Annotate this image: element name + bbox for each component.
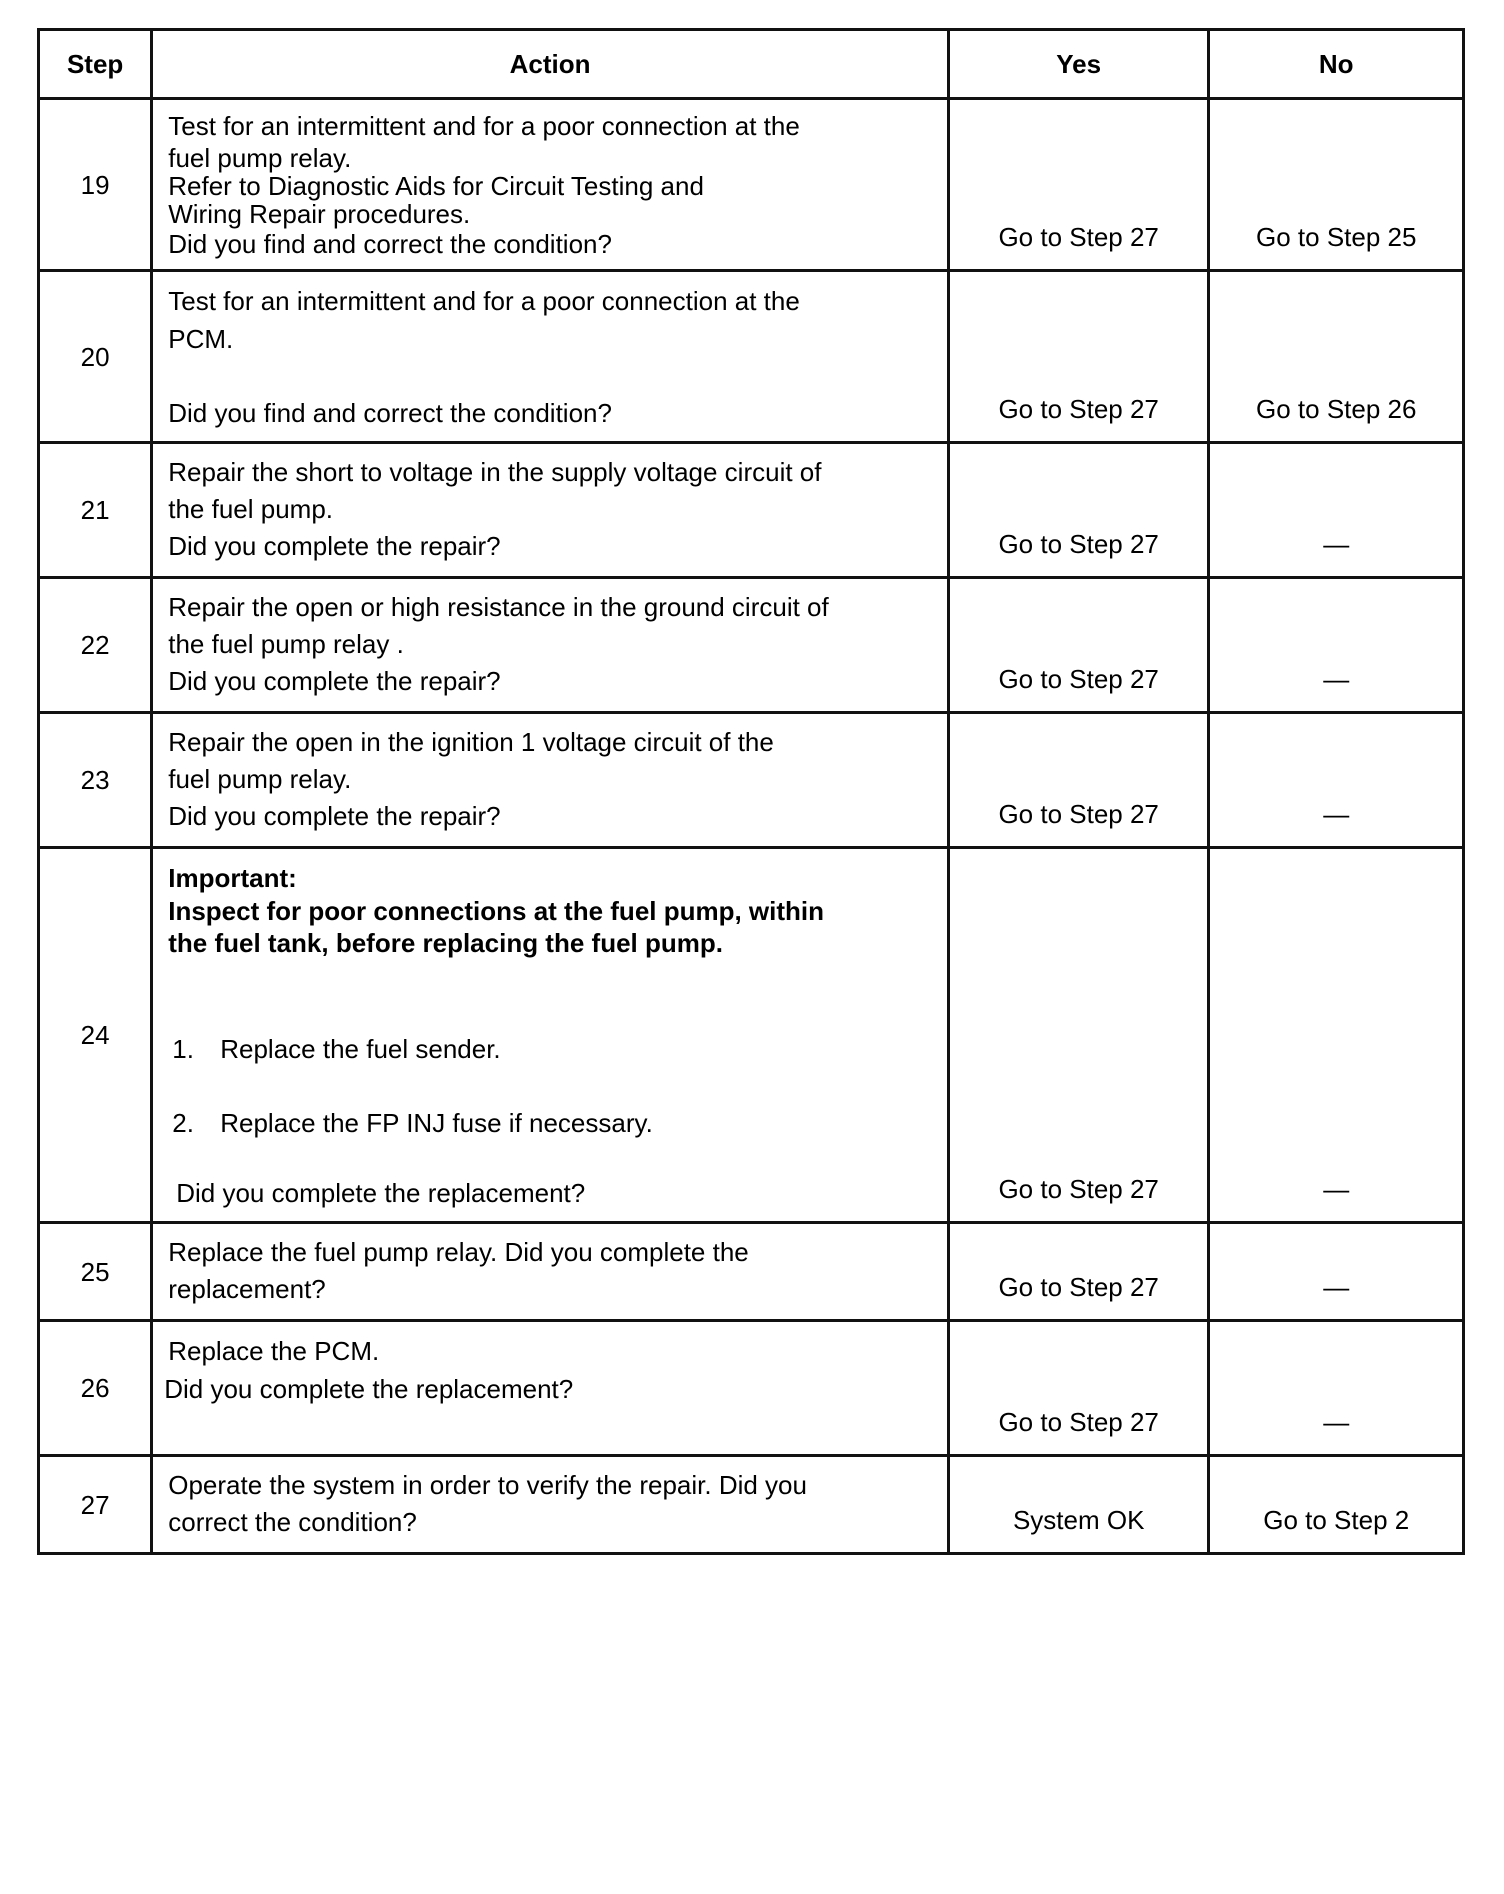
action-question: Did you complete the repair? <box>168 666 501 696</box>
action-question: Did you complete the replacement? <box>164 1374 574 1404</box>
action-text: Replace the PCM. <box>168 1336 380 1366</box>
action-text: replacement? <box>168 1274 326 1304</box>
step-number: 27 <box>39 1456 152 1554</box>
table-row <box>39 99 1464 271</box>
action-text: correct the condition? <box>168 1507 417 1537</box>
action-question: Did you complete the repair? <box>168 531 501 561</box>
action-cell <box>152 443 949 578</box>
action-text: fuel pump relay. <box>168 764 352 794</box>
no-cell: — <box>1209 713 1464 848</box>
step-number: 21 <box>39 443 152 578</box>
action-question: Did you complete the replacement? <box>176 1178 586 1208</box>
table-row <box>39 1456 1464 1554</box>
no-cell: — <box>1209 578 1464 713</box>
action-text: Refer to Diagnostic Aids for Circuit Testing and <box>168 171 704 201</box>
table-row <box>39 1223 1464 1321</box>
action-cell <box>152 1321 949 1456</box>
action-cell <box>152 271 949 443</box>
table-row <box>39 443 1464 578</box>
header-no: No <box>1209 30 1464 99</box>
table-row <box>39 848 1464 1223</box>
action-text: fuel pump relay. <box>168 143 352 173</box>
action-question: Did you complete the repair? <box>168 801 501 831</box>
step-number: 22 <box>39 578 152 713</box>
no-cell: Go to Step 25 <box>1209 99 1464 271</box>
action-cell <box>152 1456 949 1554</box>
yes-cell: Go to Step 27 <box>948 1321 1209 1456</box>
yes-cell: Go to Step 27 <box>948 578 1209 713</box>
no-cell: — <box>1209 443 1464 578</box>
no-cell: — <box>1209 848 1464 1223</box>
no-cell: — <box>1209 1223 1464 1321</box>
diagnostic-table <box>37 28 1465 1555</box>
table-row <box>39 713 1464 848</box>
action-text: Operate the system in order to verify the repair. Did you <box>168 1470 807 1500</box>
action-text: Repair the open in the ignition 1 voltage circuit of the <box>168 727 774 757</box>
action-cell <box>152 1223 949 1321</box>
list-item <box>168 1105 937 1141</box>
header-yes: Yes <box>948 30 1209 99</box>
table-row <box>39 1321 1464 1456</box>
list-item-number: 1. <box>172 1034 194 1064</box>
list-item <box>168 1031 937 1067</box>
action-text: the fuel pump. <box>168 494 334 524</box>
action-text: Repair the short to voltage in the supply voltage circuit of <box>168 457 822 487</box>
header-action: Action <box>152 30 949 99</box>
important-text: the fuel tank, before replacing the fuel pump. <box>168 928 723 958</box>
action-text: Replace the fuel pump relay. Did you complete the <box>168 1237 749 1267</box>
no-cell: Go to Step 26 <box>1209 271 1464 443</box>
list-item-text: Replace the FP INJ fuse if necessary. <box>220 1108 653 1138</box>
table-row <box>39 578 1464 713</box>
step-number: 20 <box>39 271 152 443</box>
table-row <box>39 271 1464 443</box>
action-text: Wiring Repair procedures. <box>168 199 471 229</box>
action-cell <box>152 578 949 713</box>
step-number: 19 <box>39 99 152 271</box>
action-question: Did you find and correct the condition? <box>168 229 612 259</box>
action-text: PCM. <box>168 324 234 354</box>
yes-cell: Go to Step 27 <box>948 99 1209 271</box>
list-item-text: Replace the fuel sender. <box>220 1034 501 1064</box>
action-text: Test for an intermittent and for a poor connection at the <box>168 111 800 141</box>
important-text: Inspect for poor connections at the fuel pump, within <box>168 896 825 926</box>
yes-cell: Go to Step 27 <box>948 848 1209 1223</box>
action-cell <box>152 713 949 848</box>
list-item-number: 2. <box>172 1108 194 1138</box>
table-header-row <box>39 30 1464 99</box>
action-text: Test for an intermittent and for a poor connection at the <box>168 286 800 316</box>
action-question: Did you find and correct the condition? <box>168 398 612 428</box>
step-number: 23 <box>39 713 152 848</box>
step-number: 24 <box>39 848 152 1223</box>
action-cell <box>152 99 949 271</box>
no-cell: — <box>1209 1321 1464 1456</box>
yes-cell: Go to Step 27 <box>948 443 1209 578</box>
yes-cell: Go to Step 27 <box>948 271 1209 443</box>
header-step: Step <box>39 30 152 99</box>
step-number: 26 <box>39 1321 152 1456</box>
yes-cell: Go to Step 27 <box>948 713 1209 848</box>
yes-cell: System OK <box>948 1456 1209 1554</box>
yes-cell: Go to Step 27 <box>948 1223 1209 1321</box>
action-cell <box>152 848 949 1223</box>
important-label: Important: <box>168 863 297 893</box>
action-text: Repair the open or high resistance in the ground circuit of <box>168 592 829 622</box>
action-text: the fuel pump relay . <box>168 629 404 659</box>
step-number: 25 <box>39 1223 152 1321</box>
no-cell: Go to Step 2 <box>1209 1456 1464 1554</box>
